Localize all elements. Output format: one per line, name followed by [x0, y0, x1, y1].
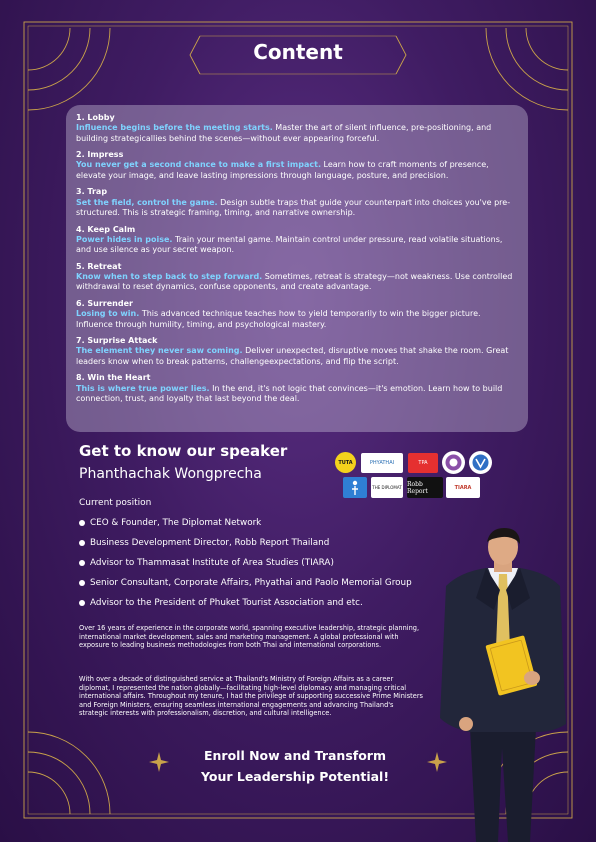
module-retreat	[76, 262, 518, 293]
cta-line-1: Enroll Now and Transform	[203, 748, 386, 763]
module-surprise-attack	[76, 336, 518, 367]
current-position-label: Current position	[79, 498, 152, 508]
robb-report-logo: Robb Report	[407, 477, 443, 498]
bullet-icon	[79, 560, 85, 566]
position-list	[79, 517, 412, 617]
position-item: Advisor to Thammasat Institute of Area Studies (TIARA)	[79, 557, 412, 577]
speaker-bio-corporate: Over 16 years of experience in the corporate world, spanning executive leadership, strategic planning, international market development, sales and marketing management. A global professional with exposure to leading business methodologies from both Thai and international corporations.	[79, 624, 420, 650]
page-title: Content	[253, 40, 343, 64]
module-text: This advanced technique teaches how to yield temporarily to win the bigger picture. Influence through humility, timing, and psychological mastery.	[76, 309, 481, 329]
module-surrender	[76, 299, 518, 330]
module-keep-calm	[76, 225, 518, 256]
seal-logo-blue	[469, 451, 492, 474]
module-title: 2. Impress	[76, 150, 124, 160]
module-highlight: Losing to win.	[76, 309, 140, 319]
blue-emblem-logo	[343, 477, 367, 498]
bullet-icon	[79, 520, 85, 526]
module-text: In the end, it's not logic that convinces—it's emotion. Learn how to build connection, trust, and loyalty that last beyond the deal.	[76, 383, 503, 403]
seal-icon	[471, 453, 490, 472]
speaker-bio-diplomatic: With over a decade of distinguished service at Thailand's Ministry of Foreign Affairs as a career diplomat, I represented the nation globally—facilitating high-level diplomacy and managing critical international affairs. Throughout my tenure, I had the privilege of supporting successive Prime Ministers and Foreign Ministers, ensuring seamless international engagements and advancing Thailand's strategic interests with professionalism, discretion, and cultural intelligence.	[79, 675, 423, 718]
position-item: Senior Consultant, Corporate Affairs, Phyathai and Paolo Memorial Group	[79, 577, 412, 597]
module-text: Sometimes, retreat is strategy—not weakness. Use controlled withdrawal to reset dynamics, confuse opponents, and create advantage.	[76, 272, 513, 292]
tiara-logo: TIARA	[446, 477, 480, 498]
module-text: Design subtle traps that guide your counterpart into choices you've pre-structured. This is strategic framing, timing, and narrative ownership.	[76, 197, 511, 217]
module-highlight: The element they never saw coming.	[76, 346, 243, 356]
seal-logo-purple	[442, 451, 465, 474]
seal-icon	[444, 453, 463, 472]
module-trap	[76, 187, 518, 218]
module-title: 5. Retreat	[76, 261, 122, 271]
diplomat-logo: THE DIPLOMAT	[371, 477, 403, 498]
module-highlight: You never get a second chance to make a first impact.	[76, 160, 321, 170]
module-title: 6. Surrender	[76, 298, 133, 308]
module-impress	[76, 150, 518, 181]
speaker-photo	[436, 528, 570, 842]
bullet-icon	[79, 600, 85, 606]
figure-icon	[350, 480, 360, 496]
tpa-logo: TPA	[408, 453, 438, 473]
position-item: Business Development Director, Robb Report Thailand	[79, 537, 412, 557]
module-title: 1. Lobby	[76, 113, 115, 122]
module-text: Train your mental game. Maintain control under pressure, read volatile situations, and use silence as your secret weapon.	[76, 234, 503, 255]
module-lobby	[76, 113, 518, 144]
position-item: Advisor to the President of Phuket Tourist Association and etc.	[79, 597, 412, 617]
module-title: 4. Keep Calm	[76, 224, 136, 234]
speaker-name: Phanthachak Wongprecha	[79, 466, 262, 482]
module-title: 3. Trap	[76, 187, 108, 197]
module-title: 8. Win the Heart	[76, 373, 151, 383]
phyathai-logo: PHYATHAI	[361, 453, 403, 473]
cta-line-2: Your Leadership Potential!	[200, 769, 390, 784]
module-highlight: Influence begins before the meeting starts.	[76, 123, 273, 133]
module-highlight: Know when to step back to step forward.	[76, 272, 263, 282]
module-text: Deliver unexpected, disruptive moves that shake the room. Great leaders know when to break patterns, challengeexpectations, and flip the script.	[76, 346, 509, 366]
speaker-heading: Get to know our speaker	[79, 442, 288, 460]
module-win-the-heart	[76, 373, 518, 404]
module-highlight: This is where true power lies.	[76, 383, 210, 393]
module-text: Learn how to craft moments of presence, elevate your image, and leave lasting impressions through language, posture, and precision.	[76, 160, 489, 180]
module-text: Master the art of silent influence, pre-positioning, and building strategicallies behind the scenes—without ever appearing forceful.	[76, 123, 492, 143]
module-title: 7. Surprise Attack	[76, 336, 158, 346]
module-highlight: Set the field, control the game.	[76, 197, 218, 207]
tuta-logo: TUTA	[335, 452, 356, 473]
bullet-icon	[79, 540, 85, 546]
bullet-icon	[79, 580, 85, 586]
position-item: CEO & Founder, The Diplomat Network	[79, 517, 412, 537]
course-content-box	[66, 105, 528, 432]
module-highlight: Power hides in poise.	[76, 234, 173, 244]
enroll-call-to-action	[180, 745, 410, 787]
